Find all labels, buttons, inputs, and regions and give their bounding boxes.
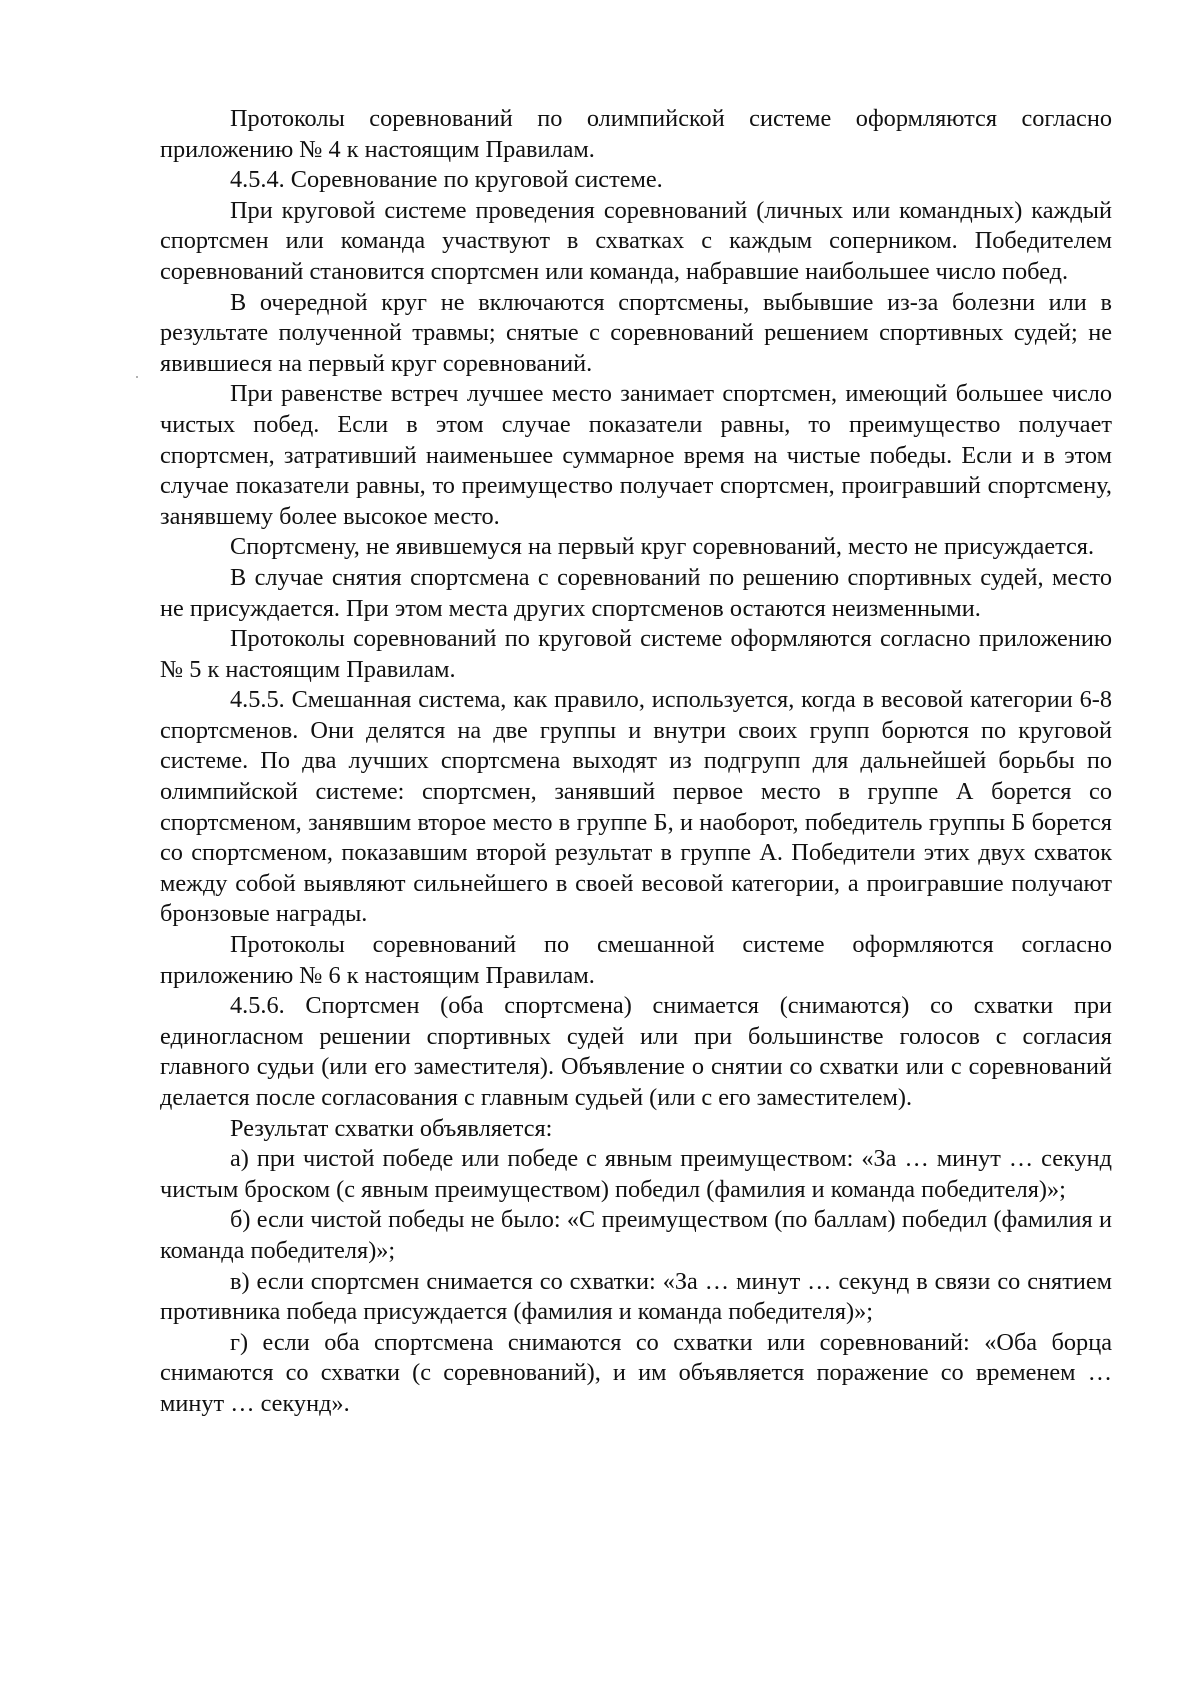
paragraph-round-robin-rules: При круговой системе проведения соревнований (личных или командных) каждый спортсмен или команда участвуют в схватках с каждым соперником. Победителем соревнований становится спортсмен или команда, набравшие наибольшее число побед.	[160, 196, 1112, 285]
section-heading-4-5-4: 4.5.4. Соревнование по круговой системе.	[230, 166, 663, 194]
paragraph-result-announcement: Результат схватки объявляется:	[230, 1114, 553, 1142]
list-item-g: г) если оба спортсмена снимаются со схватки или соревнований: «Оба борца снимаются со схватки (с соревнований), и им объявляется поражение со временем … минут … секунд».	[160, 1328, 1112, 1417]
document-body	[160, 104, 1112, 1420]
paragraph-no-show: Спортсмену, не явившемуся на первый круг соревнований, место не присуждается.	[230, 533, 1095, 561]
paragraph-olympic-protocols: Протоколы соревнований по олимпийской системе оформляются согласно приложению № 4 к настоящим Правилам.	[160, 105, 1112, 163]
paragraph-tie-breaking: При равенстве встреч лучшее место занимает спортсмен, имеющий большее число чистых побед. Если в этом случае показатели равны, то преимущество получает спортсмен, затративший наименьшее суммарное время на чистые победы. Если и в этом случае показатели равны, то преимущество получает спортсмен, проигравший спортсмену, занявшему более высокое место.	[160, 380, 1112, 530]
paragraph-next-round-exclusions: В очередной круг не включаются спортсмены, выбывшие из-за болезни или в результате полученной травмы; снятые с соревнований решением спортивных судей; не явившиеся на первый круг соревнований.	[160, 288, 1112, 377]
scan-speck	[136, 376, 138, 378]
list-item-v: в) если спортсмен снимается со схватки: «За … минут … секунд в связи со снятием противника победа присуждается (фамилия и команда победителя)»;	[160, 1267, 1112, 1326]
paragraph-mixed-system: 4.5.5. Смешанная система, как правило, используется, когда в весовой категории 6-8 спортсменов. Они делятся на две группы и внутри своих групп борются по круговой системе. По два лучших спортсмена выходят из подгрупп для дальнейшей борьбы по олимпийской системе: спортсмен, занявший первое место в группе А борется со спортсменом, занявшим второе место в группе Б, и наоборот, победитель группы Б борется со спортсменом, показавшим второй результат в группе А. Победители этих двух схваток между собой выявляют сильнейшего в своей весовой категории, а проигравшие получают бронзовые награды.	[160, 686, 1112, 928]
paragraph-round-robin-protocols: Протоколы соревнований по круговой системе оформляются согласно приложению № 5 к настоящим Правилам.	[160, 625, 1112, 683]
paragraph-withdrawal: В случае снятия спортсмена с соревнований по решению спортивных судей, место не присуждается. При этом места других спортсменов остаются неизменными.	[160, 563, 1112, 622]
paragraph-mixed-protocols: Протоколы соревнований по смешанной системе оформляются согласно приложению № 6 к настоящим Правилам.	[160, 931, 1112, 989]
list-item-a: а) при чистой победе или победе с явным преимуществом: «За … минут … секунд чистым броском (с явным преимуществом) победил (фамилия и команда победителя)»;	[160, 1145, 1112, 1203]
paragraph-removal-from-bout: 4.5.6. Спортсмен (оба спортсмена) снимается (снимаются) со схватки при единогласном решении спортивных судей или при большинстве голосов с согласия главного судьи (или его заместителя). Объявление о снятии со схватки или с соревнований делается после согласования с главным судьей (или с его заместителем).	[160, 992, 1112, 1111]
list-item-b: б) если чистой победы не было: «С преимуществом (по баллам) победил (фамилия и команда победителя)»;	[160, 1206, 1112, 1264]
